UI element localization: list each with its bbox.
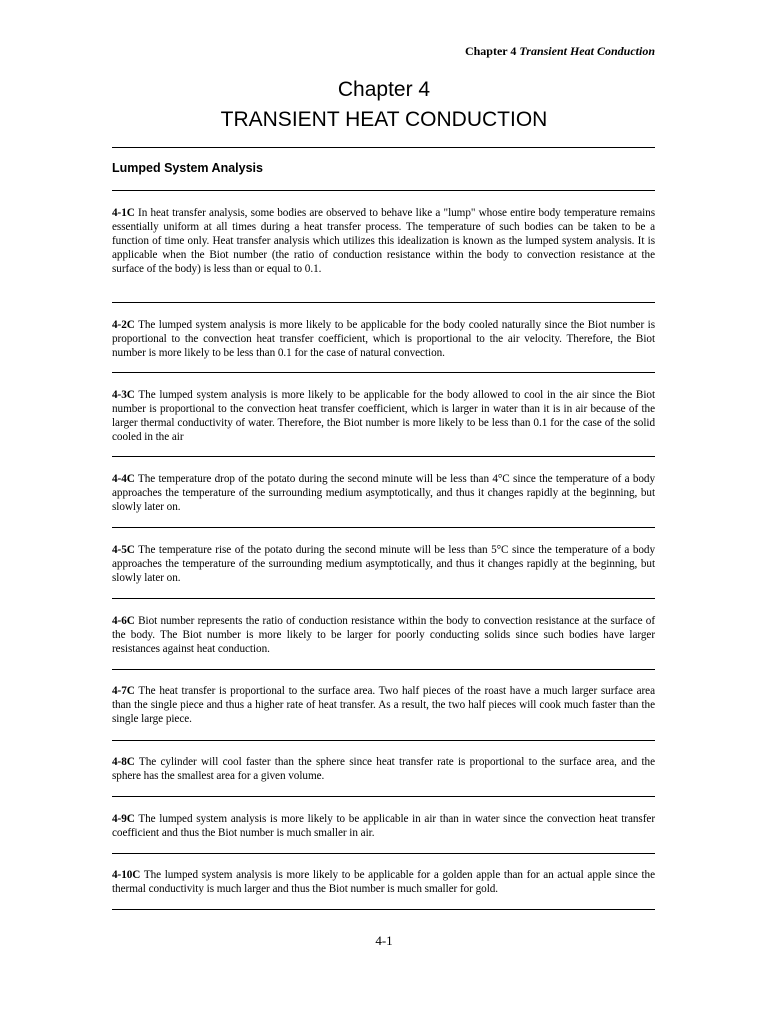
problem-number: 4-4C [112,473,135,485]
problem-text: The heat transfer is proportional to the surface area. Two half pieces of the roast have a much larger surface area than the single piece and thus a higher rate of heat transfer. As a result, the two half pieces will cook much faster than the single large piece. [112,685,656,726]
problem-text: The cylinder will cool faster than the sphere since heat transfer rate is proportional to the surface area, and the sphere has the smallest area for a given volume. [112,756,656,783]
divider [112,190,655,191]
chapter-number: Chapter 4 [337,78,431,101]
problem-number: 4-9C [112,813,135,825]
divider [112,456,655,457]
problem-text: The lumped system analysis is more likely to be applicable for the body allowed to cool in the air since the Biot number is proportional to the convection heat transfer coefficient, which is larger in water than it is in air because of the larger thermal conductivity of water. Therefore, the Biot number is more likely to be less than 0.1 for the case of the solid cooled in the air [112,389,656,444]
problem-number: 4-6C [112,615,135,627]
section-heading: Lumped System Analysis [112,161,263,175]
page-number: 4-1 [375,933,393,948]
problem-text: The temperature rise of the potato during the second minute will be less than 5°C since the temperature of a body approaches the temperature of the surrounding medium asymptotically, and thus it changes rapidly at the beginning, but slowly later on. [112,544,655,585]
divider [112,147,655,148]
problem-text: In heat transfer analysis, some bodies are observed to behave like a "lump" whose entire body temperature remains essentially uniform at all times during a heat transfer process. The temperature of such bodies can be taken to be a function of time only. Heat transfer analysis which utilizes this idealization is known as the lumped system analysis. It is applicable when the Biot number (the ratio of conduction resistance within the body to convection resistance at the surface of the body) is less than or equal to 0.1. [112,207,656,276]
problem-4-3c [112,388,655,444]
divider [112,669,655,670]
problem-4-10c [112,868,655,896]
divider [112,796,655,797]
problem-number: 4-5C [112,544,135,556]
problem-text: The lumped system analysis is more likely to be applicable in air than in water since the convection heat transfer coefficient and thus the Biot number is much smaller in air. [112,813,656,840]
problem-4-2c [112,318,655,360]
problem-4-5c [112,543,655,585]
divider [112,909,655,910]
problem-text: The lumped system analysis is more likely to be applicable for a golden apple than for an actual apple since the thermal conductivity is much larger and thus the Biot number is much smaller for gold. [112,869,655,896]
running-head [465,44,655,59]
problem-4-4c [112,472,655,514]
divider [112,598,655,599]
divider [112,853,655,854]
running-head-chapter: Chapter 4 [464,44,517,58]
divider [112,302,655,303]
divider [112,527,655,528]
problem-text: The lumped system analysis is more likely to be applicable for the body cooled naturally since the Biot number is proportional to the convection heat transfer coefficient, which is proportional to the air velocity. Therefore, the Biot number is more likely to be less than 0.1 for the case of natural convection. [112,319,655,360]
problem-number: 4-7C [112,685,135,697]
problem-number: 4-2C [112,319,135,331]
running-head-title: Transient Heat Conduction [519,44,655,58]
chapter-title: TRANSIENT HEAT CONDUCTION [220,108,548,131]
problem-text: The temperature drop of the potato during the second minute will be less than 4°C since the temperature of a body approaches the temperature of the surrounding medium asymptotically, and thus it changes rapidly at the beginning, but slowly later on. [112,473,655,514]
problem-4-9c [112,812,655,840]
divider [112,740,655,741]
problem-number: 4-8C [112,756,135,768]
divider [112,372,655,373]
problem-4-7c [112,684,655,726]
problem-4-1c [112,206,655,276]
problem-4-6c [112,614,655,656]
problem-number: 4-3C [112,389,135,401]
problem-number: 4-10C [112,869,141,881]
problem-4-8c [112,755,655,783]
problem-number: 4-1C [112,207,135,219]
problem-text: Biot number represents the ratio of conduction resistance within the body to convection resistance at the surface of the body. The Biot number is more likely to be larger for poorly conducting solids since such bodies have larger resistances against heat conduction. [112,615,656,656]
